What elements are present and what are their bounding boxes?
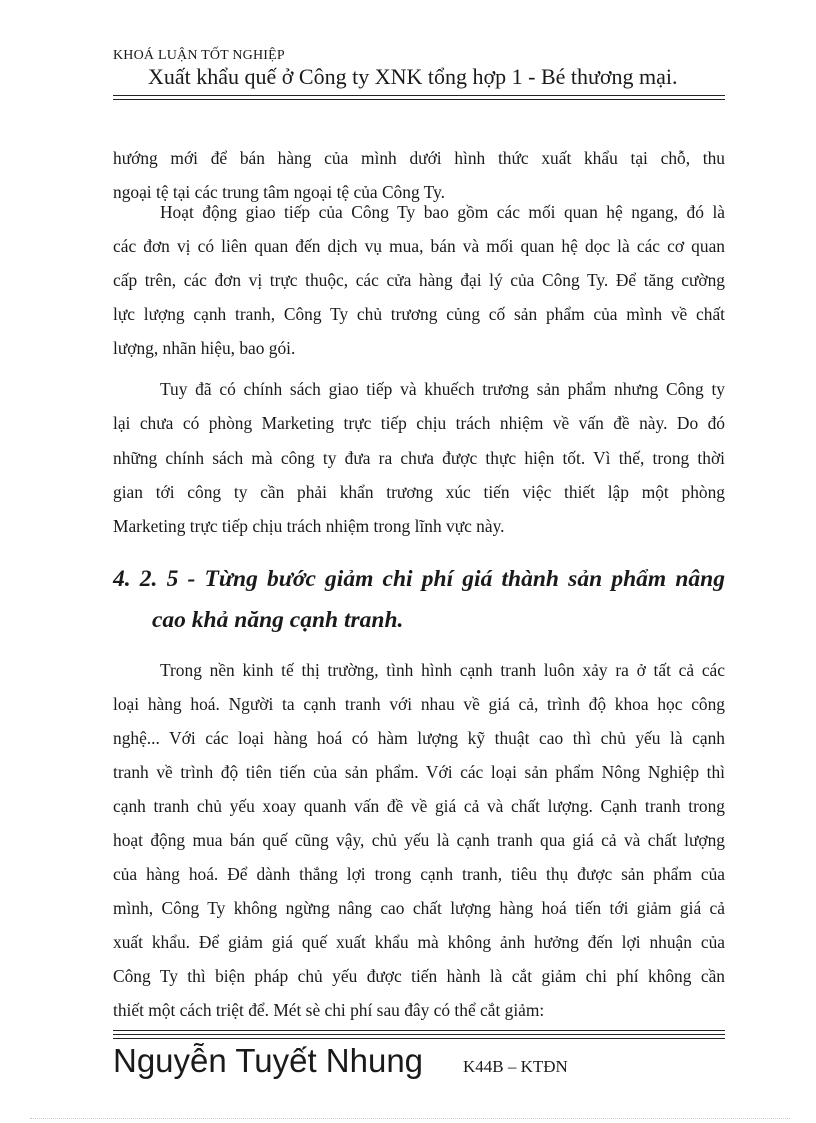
body-line: Tuy đã có chính sách giao tiếp và khuếch trương sản phẩm nhưng Công ty xyxy=(160,379,725,399)
body-line: ngoại tệ tại các trung tâm ngoại tệ của Công Ty. xyxy=(113,182,446,202)
body-line: Hoạt động giao tiếp của Công Ty bao gồm các mối quan hệ ngang, đó là xyxy=(160,202,725,222)
section-heading-continued: cao khả năng cạnh tranh. xyxy=(152,607,404,633)
body-line: gian tới công ty cần phải khẩn trương xúc tiến việc thiết lập một phòng xyxy=(113,482,725,502)
body-line: nghệ... Với các loại hàng hoá có hàm lượng kỹ thuật cao thì chủ yếu là cạnh xyxy=(113,728,725,748)
body-line: loại hàng hoá. Người ta cạnh tranh với nhau về giá cả, trình độ khoa học công xyxy=(113,694,725,714)
thesis-label: KHOÁ LUẬN TỐT NGHIỆP xyxy=(113,48,285,63)
running-title: Xuất khẩu quế ở Công ty XNK tổng hợp 1 - Bé thương mại. xyxy=(148,64,678,89)
author-name: Nguyễn Tuyết Nhung xyxy=(113,1042,424,1079)
body-line: Trong nền kinh tế thị trường, tình hình cạnh tranh luôn xảy ra ở tất cả các xyxy=(160,660,725,680)
body-line: của hàng hoá. Để dành thắng lợi trong cạnh tranh, tiêu thụ được sản phẩm của xyxy=(113,864,725,884)
body-line: lượng, nhãn hiệu, bao gói. xyxy=(113,338,296,358)
body-line: thiết một cách triệt để. Mét sè chi phí sau đây có thể cắt giảm: xyxy=(113,1000,545,1020)
body-line: lực lượng cạnh tranh, Công Ty chủ trương củng cố sản phẩm của mình về chất xyxy=(113,304,725,324)
body-line: Marketing trực tiếp chịu trách nhiệm trong lĩnh vực này. xyxy=(113,516,505,536)
body-line: Công Ty thì biện pháp chủ yếu được tiến hành là cắt giảm chi phí không cần xyxy=(113,966,725,986)
body-line: các đơn vị có liên quan đến dịch vụ mua, bán và mối quan hệ dọc là các cơ quan xyxy=(113,236,725,256)
body-line: hoạt động mua bán quế cũng vậy, chủ yếu là cạnh tranh qua giá cả và chất lượng xyxy=(113,830,725,850)
footer-rule xyxy=(113,1034,725,1035)
body-line: mình, Công Ty không ngừng nâng cao chất lượng hàng hoá tiến tới giảm giá cả xyxy=(113,898,725,918)
body-line: những chính sách mà công ty đưa ra chưa được thực hiện tốt. Vì thế, trong thời xyxy=(113,448,725,468)
body-line: cạnh tranh chủ yếu xoay quanh vấn đề về giá cả và chất lượng. Cạnh tranh trong xyxy=(113,796,725,816)
footer-rule xyxy=(113,1030,725,1031)
body-line: cấp trên, các đơn vị trực thuộc, các cửa hàng đại lý của Công Ty. Để tăng cường xyxy=(113,270,725,290)
page-edge-divider xyxy=(30,1118,790,1119)
section-heading: 4. 2. 5 - Từng bước giảm chi phí giá thành sản phẩm nâng xyxy=(113,566,725,592)
class-code: K44B – KTĐN xyxy=(463,1057,568,1076)
body-line: lại chưa có phòng Marketing trực tiếp chịu trách nhiệm về vấn đề này. Do đó xyxy=(113,413,725,433)
header-rule-thick xyxy=(113,95,725,96)
header-rule-thin xyxy=(113,99,725,100)
body-line: xuất khẩu. Để giảm giá quế xuất khẩu mà không ảnh hưởng đến lợi nhuận của xyxy=(113,932,725,952)
body-line: tranh về trình độ tiên tiến của sản phẩm. Với các loại sản phẩm Nông Nghiệp thì xyxy=(113,762,725,782)
footer-rule xyxy=(113,1038,725,1039)
body-line: hướng mới để bán hàng của mình dưới hình thức xuất khẩu tại chỗ, thu xyxy=(113,148,725,168)
